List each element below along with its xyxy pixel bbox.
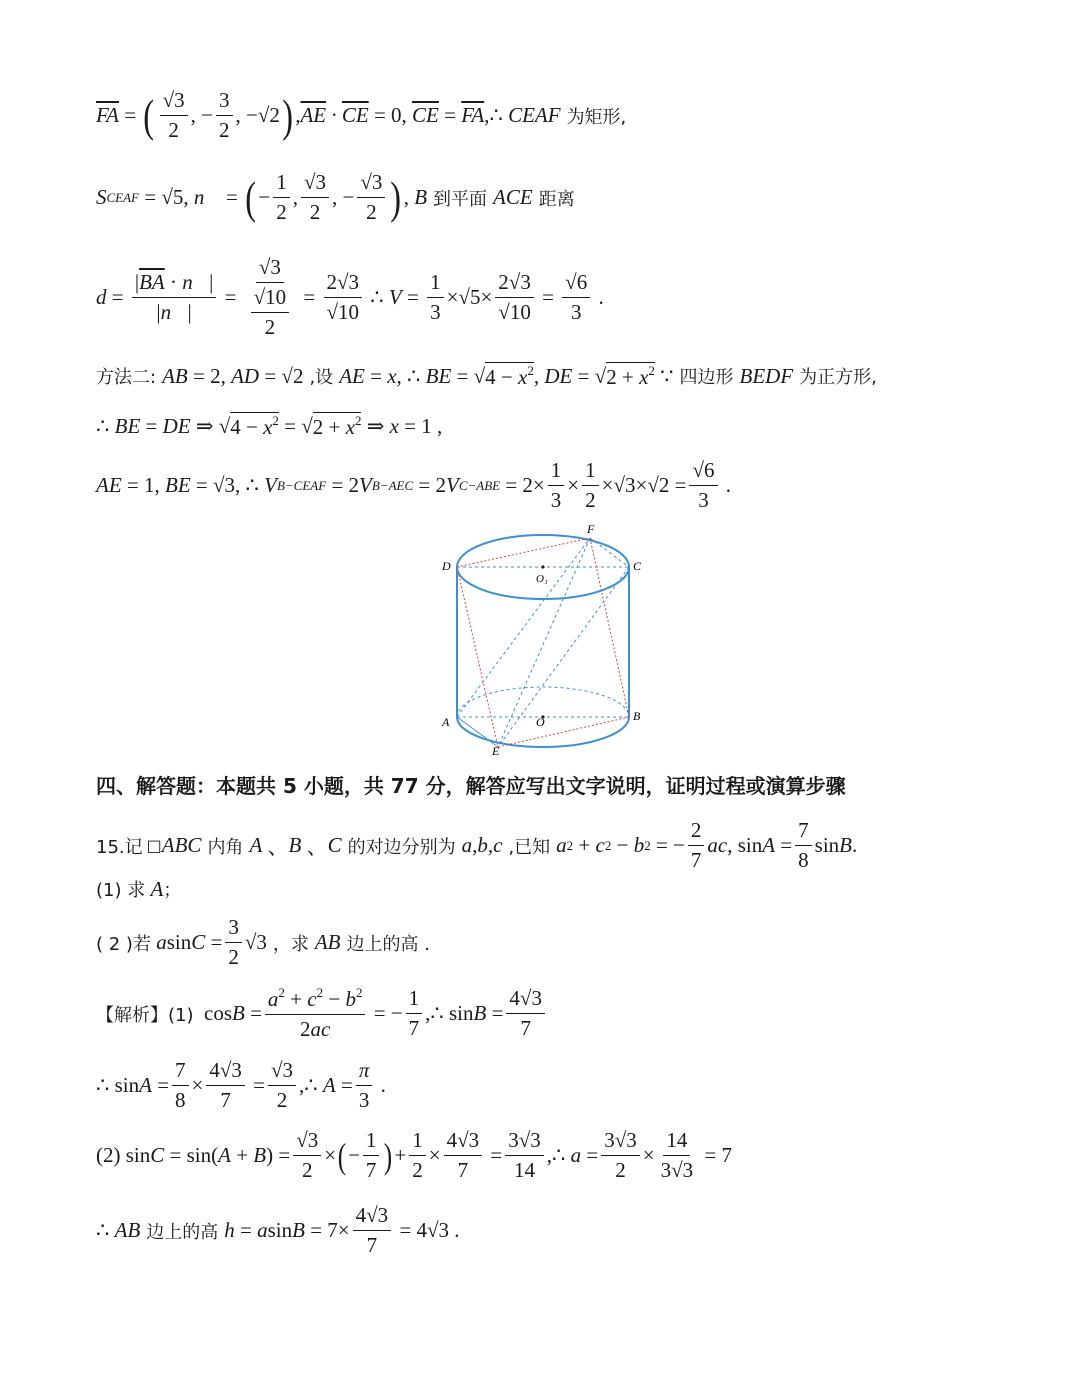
question-number: 15.记 (96, 836, 143, 858)
cylinder-figure (430, 520, 650, 765)
text-distance: 距离 (538, 188, 575, 210)
semicolon: ； (163, 880, 182, 901)
text-height: 边上的高 (146, 1221, 219, 1243)
solution-line-2: S CEAF = √5, n⃗ = ( − $\frac{1}{2}$ , $\frac{√3}{2}$ , − $\frac{√3}{2}$ ) , B 到平面 ACE 距离 (96, 170, 575, 224)
text-is-square: 为正方形, (799, 367, 877, 388)
solution-line-1: $\overline{FA}$ = ( $\frac{√3}{2}$ , − $\frac{3}{2}$ , −√2 ) $,\overline{AE} \cdot \overline{CE}$ = 0, $\overline{CE}$ = $\overline{FA}$ ,∴ CEAF 为矩形, (96, 88, 627, 142)
label-f: F (587, 522, 595, 536)
sides-abc: a,b,c (461, 833, 503, 857)
solution-line-6: AE = 1, BE = √3, ∴ V B−CEAF = 2 V B−AEC = 2 V C−ABE = 2× $\frac{1}{3}$ × $\frac{1}{2}$ ×√3×√2 = $\frac{√6}{3}$ . (96, 458, 731, 512)
label-d: D (442, 559, 451, 573)
solution-part-1: 【解析】(1) cos B = $\frac{a^2 + c^2 - b^2}{2ac}$ = − $\frac{1}{7}$ ,∴ sin B = $\frac{4√3}{7}$ (96, 985, 548, 1042)
section-heading: 四、解答题：本题共 5 小题，共 77 分，解答应写出文字说明，证明过程或演算步骤 (96, 774, 846, 798)
triangle-symbol: □ (146, 836, 162, 855)
solution-label: 【解析】(1) (96, 1004, 194, 1026)
angle-a: A (150, 876, 164, 901)
fraction: $\frac{3}{2}$ (216, 88, 233, 143)
solution-part-1-b: ∴ sin A = $\frac{7}{8}$ × $\frac{4√3}{7}$ = $\frac{√3}{2}$ ,∴ A = $\frac{\pi}{3}$ . (96, 1058, 386, 1112)
text-rectangle: 为矩形, (566, 106, 627, 128)
text-find: ，求 (272, 933, 309, 955)
label-e: E (492, 744, 500, 758)
question-15-part-1 (96, 876, 181, 902)
text-given: ,已知 (508, 836, 551, 858)
text-height-on-side: 边上的高 . (346, 933, 430, 955)
quad-bedf: BEDF (739, 363, 794, 388)
question-15: 15.记 □ ABC 内角 A 、 B 、 C 的对边分别为 a,b,c ,已知 a 2 + c 2 − b 2 = − $\frac{2}{7}$ ac , sin A = $\frac{7}{8}$ sin B . (96, 818, 858, 872)
text-let: ,设 (309, 367, 334, 388)
fraction: $\frac{√3}{2}$ (160, 88, 188, 143)
label-o: O (536, 715, 545, 729)
solution-line-4: 方法二: AB = 2, AD = √2 ,设 AE = x , ∴ BE = √ $4 - x^2$ , DE = √ $2 + x^2$ ∵ 四边形 BEDF 为正方形, (96, 363, 877, 389)
cylinder-diagram (430, 520, 650, 760)
part-2-label: ( 2 )若 (96, 933, 151, 955)
solution-part-2-b: ∴ AB 边上的高 h = a sin B = 7× $\frac{4√3}{7}$ = 4√3 . (96, 1203, 460, 1257)
label-c: C (633, 559, 642, 573)
plane-ace: ACE (493, 185, 533, 209)
text-interior-angles: 内角 (207, 836, 244, 858)
label-b: B (633, 709, 641, 723)
text-opposite-sides: 的对边分别为 (347, 836, 456, 858)
solution-line-5: ∴ BE = DE ⇒ √ $4 - x^2$ = √ $2 + x^2$ ⇒ x = 1 , (96, 413, 443, 439)
text-to-plane: 到平面 (433, 188, 488, 210)
question-15-part-2: ( 2 )若 a sin C = $\frac{3}{2}$ √3 ，求 AB 边上的高 . (96, 915, 430, 969)
solution-part-2: (2) sin C = sin( A + B ) = $\frac{√3}{2}$ × ( − $\frac{1}{7}$ ) + $\frac{1}{2}$ × $\frac{4√3}{7}$ = $\frac{3√3}{14}$ ,∴ a = $\frac{3√3}{2}$ × $\frac{14}{3√3}$ = 7 (96, 1128, 732, 1182)
side-ab: AB (314, 930, 341, 954)
label-a: A (442, 715, 450, 729)
text-quadrilateral: 四边形 (679, 367, 734, 388)
part-1-label: (1) 求 (96, 880, 146, 901)
method-two-label: 方法二: (96, 367, 157, 388)
label-o1: O₁ (536, 573, 548, 585)
solution-line-3: d = $\frac{|\overline{BA} \cdot n⃗|}{|n⃗|}$ = $\frac{√3}{\frac{√10}{2}}$ = $\frac{2√3}{√10}$ ∴ V = $\frac{1}{3}$ ×√5× $\frac{2√3}{√10}$ = $\frac{√6}{3}$ . (96, 255, 604, 339)
vector-fa: $\overline{FA}$ (96, 103, 119, 127)
triangle-abc: ABC (161, 833, 202, 857)
